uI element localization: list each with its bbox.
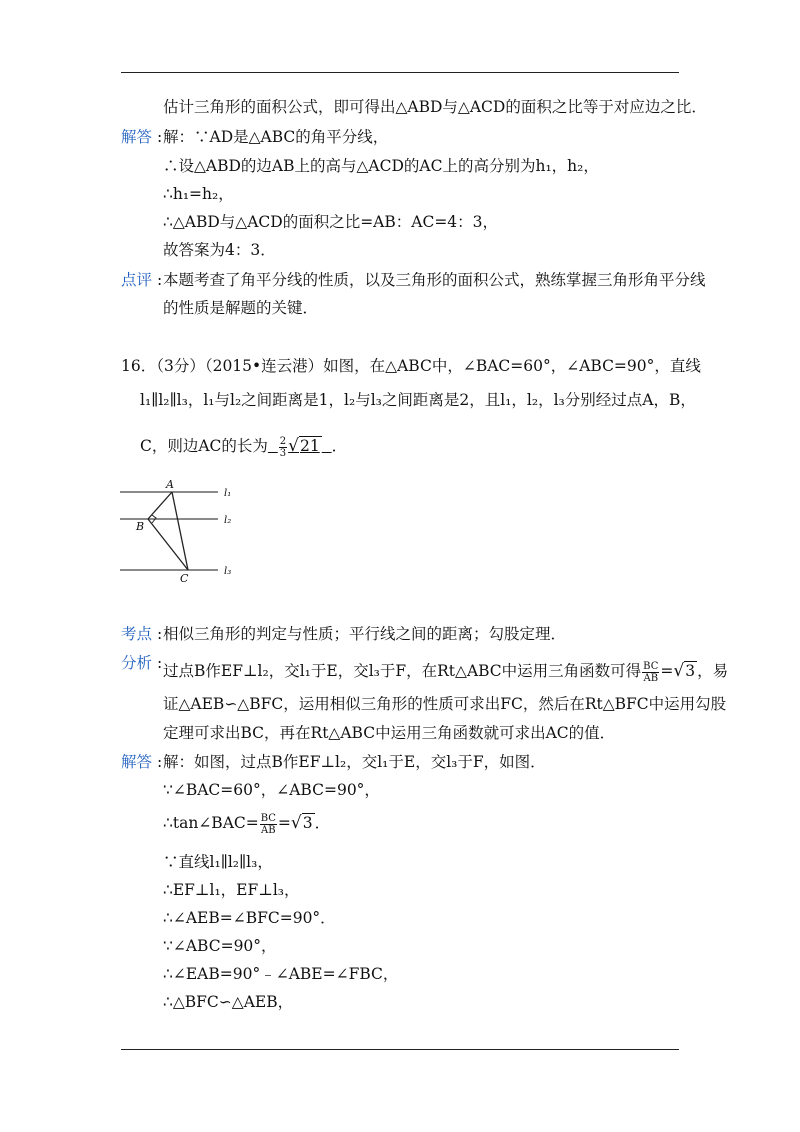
q16-line-3 xyxy=(140,433,347,459)
label-c: C xyxy=(180,572,189,585)
segment-ab xyxy=(148,492,172,519)
analysis-tail: 估计三角形的面积公式，即可得出△ABD与△ACD的面积之比等于对应边之比． xyxy=(163,98,707,116)
comment-line-1: 本题考查了角平分线的性质，以及三角形的面积公式，熟练掌握三角形角平分线 xyxy=(163,271,706,289)
q16-answer: $\frac{2}{3}$ √21 xyxy=(279,435,320,459)
fenxi-fraction: $\frac{BC}{AB}$ xyxy=(643,660,659,684)
fenxi-line-3: 定理可求出BC，再在Rt△ABC中运用三角函数就可求出AC的值． xyxy=(163,724,616,742)
answer-colon: : xyxy=(157,128,163,146)
q16-answer-fraction: $\frac{2}{3}$ xyxy=(279,435,287,459)
q16-line-1: 16．（3分）（2015•连云港）如图，在△ABC中，∠BAC=60°，∠ABC=90°，直线 xyxy=(121,357,701,375)
answer-label: 解答 xyxy=(121,128,153,146)
answer-line-3: ∴h₁=h₂， xyxy=(163,185,234,203)
q16-line-2: l₁∥l₂∥l₃，l₁与l₂之间距离是1，l₂与l₃之间距离是2，且l₁，l₂，l₃分别经过点A，B， xyxy=(140,391,696,409)
jieda-line-3: ∴tan∠BAC= $\frac{BC}{AB}$ =√3 ． xyxy=(163,812,331,836)
top-rule xyxy=(121,72,679,73)
jieda-line-6: ∴∠AEB=∠BFC=90°． xyxy=(163,909,336,927)
kaodian-colon: : xyxy=(157,625,163,643)
label-l2: l₂ xyxy=(224,515,232,526)
jieda-line-9: ∴△BFC∽△AEB， xyxy=(163,993,294,1011)
fenxi-colon: : xyxy=(157,654,163,672)
q16-line-3-post: ． xyxy=(331,437,348,455)
fenxi-label: 分析 xyxy=(121,654,153,672)
segment-ac xyxy=(172,492,188,570)
jieda-line-8: ∴∠EAB=90°﹣∠ABE=∠FBC， xyxy=(163,965,399,983)
label-l3: l₃ xyxy=(224,566,232,577)
jieda-fraction: $\frac{BC}{AB}$ xyxy=(260,812,276,836)
q16-line-3-pre: C，则边AC的长为 xyxy=(140,437,268,455)
answer-line-2: ∴设△ABD的边AB上的高与△ACD的AC上的高分别为h₁，h₂， xyxy=(163,157,599,175)
fenxi-radicand: 3 xyxy=(685,662,696,680)
geometry-figure xyxy=(118,478,248,590)
jieda-colon: : xyxy=(157,753,163,771)
fenxi-line-2: 证△AEB∽△BFC，运用相似三角形的性质可求出FC，然后在Rt△BFC中运用勾股 xyxy=(163,695,727,713)
jieda-line-4: ∵直线l₁∥l₂∥l₃， xyxy=(163,853,273,871)
jieda-line-5: ∴EF⊥l₁，EF⊥l₃， xyxy=(163,881,300,899)
label-a: A xyxy=(166,478,174,491)
jieda-line-1: 解：如图，过点B作EF⊥l₂，交l₁于E，交l₃于F，如图． xyxy=(163,753,546,771)
bottom-rule xyxy=(121,1049,679,1050)
q16-answer-radicand: 21 xyxy=(300,437,320,455)
answer-line-1: 解：∵AD是△ABC的角平分线， xyxy=(163,128,389,146)
label-l1: l₁ xyxy=(224,488,232,499)
comment-label: 点评 xyxy=(121,271,153,289)
jieda-label: 解答 xyxy=(121,753,153,771)
answer-line-4: ∴△ABD与△ACD的面积之比=AB：AC=4：3， xyxy=(163,213,499,231)
comment-line-2: 的性质是解题的关键． xyxy=(163,299,319,317)
jieda-radicand: 3 xyxy=(302,814,313,832)
kaodian-text: 相似三角形的判定与性质；平行线之间的距离；勾股定理． xyxy=(163,625,567,643)
answer-line-5: 故答案为4：3． xyxy=(163,241,276,259)
comment-colon: : xyxy=(157,271,163,289)
jieda-line-2: ∵∠BAC=60°，∠ABC=90°， xyxy=(163,781,380,799)
fenxi-line-1: 过点B作EF⊥l₂，交l₁于E，交l₃于F，在Rt△ABC中运用三角函数可得 $\frac{BC}{AB}$ =√3 ，易 xyxy=(163,660,729,684)
segment-bc xyxy=(148,519,188,570)
label-b: B xyxy=(136,520,145,533)
kaodian-label: 考点 xyxy=(121,625,153,643)
jieda-line-7: ∵∠ABC=90°， xyxy=(163,937,277,955)
